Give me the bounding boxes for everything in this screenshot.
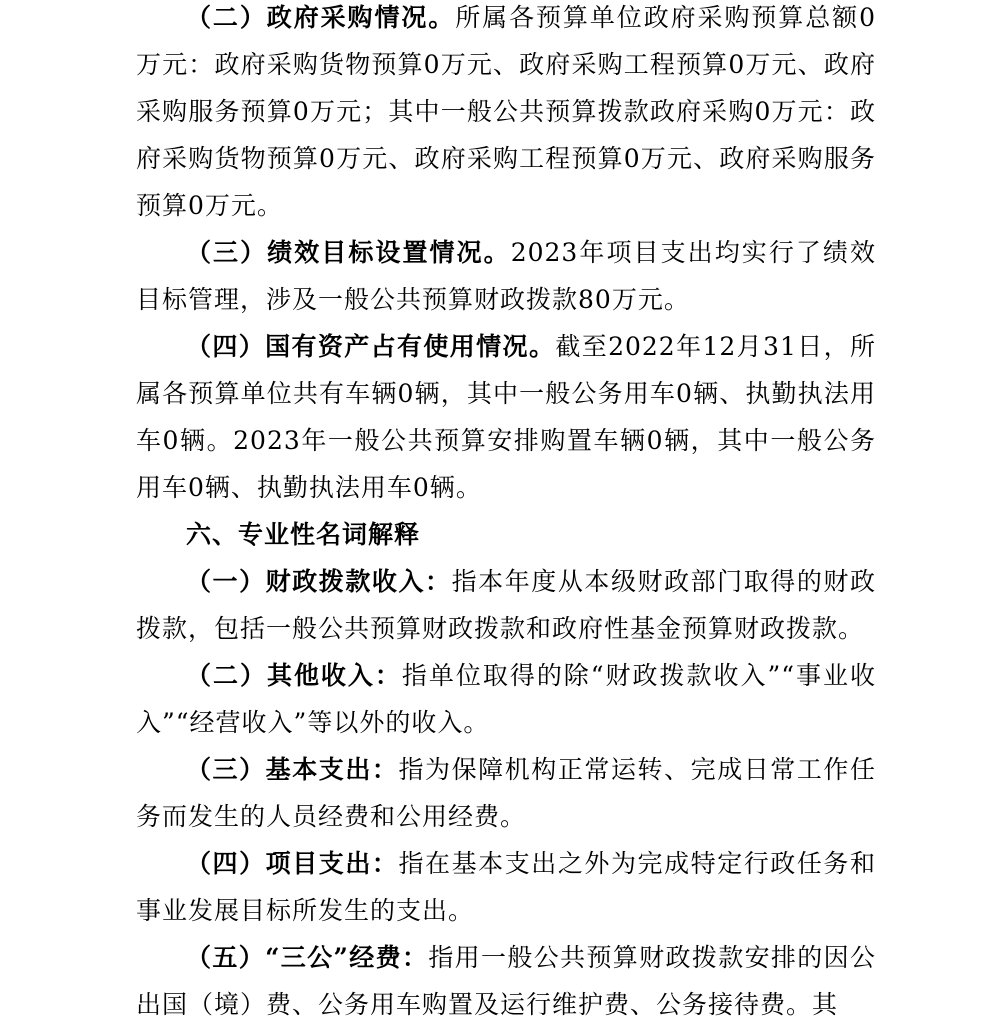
- definition-project-expenditure: [136, 840, 876, 934]
- definition-label: （五）“三公”经费：: [186, 943, 429, 972]
- section-heading: 六、专业性名词解释: [186, 520, 421, 549]
- definition-three-public-expenses: [136, 934, 876, 1028]
- definition-label: （三）基本支出：: [186, 755, 399, 784]
- paragraph-text: 截至2022年12月31日，所属各预算单位共有车辆0辆，其中一般公务用车0辆、执勤执法用车0辆。2023年一般公共预算安排购置车辆0辆，其中一般公务用车0辆、执勤执法用车0辆。: [136, 332, 876, 502]
- definition-label: （二）其他收入：: [186, 661, 402, 690]
- paragraph-state-assets: [136, 323, 876, 511]
- paragraph-label: （四）国有资产占有使用情况。: [186, 332, 556, 361]
- definition-label: （一）财政拨款收入：: [186, 567, 452, 596]
- definition-text: 指单位取得的除“财政拨款收入”“事业收入”“经营收入”等以外的收入。: [136, 661, 876, 737]
- definition-text: 指为保障机构正常运转、完成日常工作任务而发生的人员经费和公用经费。: [136, 755, 876, 831]
- definition-basic-expenditure: [136, 746, 876, 840]
- definition-other-income: [136, 652, 876, 746]
- definition-label: （四）项目支出：: [186, 849, 399, 878]
- paragraph-text: 所属各预算单位政府采购预算总额0万元：政府采购货物预算0万元、政府采购工程预算0万元、政府采购服务预算0万元；其中一般公共预算拨款政府采购0万元：政府采购货物预算0万元、政府采购工程预算0万元、政府采购服务预算0万元。: [136, 3, 876, 220]
- document-page: [136, 0, 876, 1028]
- definition-text: 指在基本支出之外为完成特定行政任务和事业发展目标所发生的支出。: [136, 849, 876, 925]
- paragraph-label: （二）政府采购情况。: [186, 3, 456, 32]
- definition-text: 指本年度从本级财政部门取得的财政拨款，包括一般公共预算财政拨款和政府性基金预算财政拨款。: [136, 567, 876, 643]
- paragraph-label: （三）绩效目标设置情况。: [186, 238, 511, 267]
- definition-fiscal-appropriation-income: [136, 558, 876, 652]
- paragraph-text: 2023年项目支出均实行了绩效目标管理，涉及一般公共预算财政拨款80万元。: [136, 238, 876, 314]
- definition-text: 指用一般公共预算财政拨款安排的因公出国（境）费、公务用车购置及运行维护费、公务接待费。其: [136, 943, 876, 1019]
- paragraph-government-procurement: [136, 0, 876, 229]
- paragraph-performance-targets: [136, 229, 876, 323]
